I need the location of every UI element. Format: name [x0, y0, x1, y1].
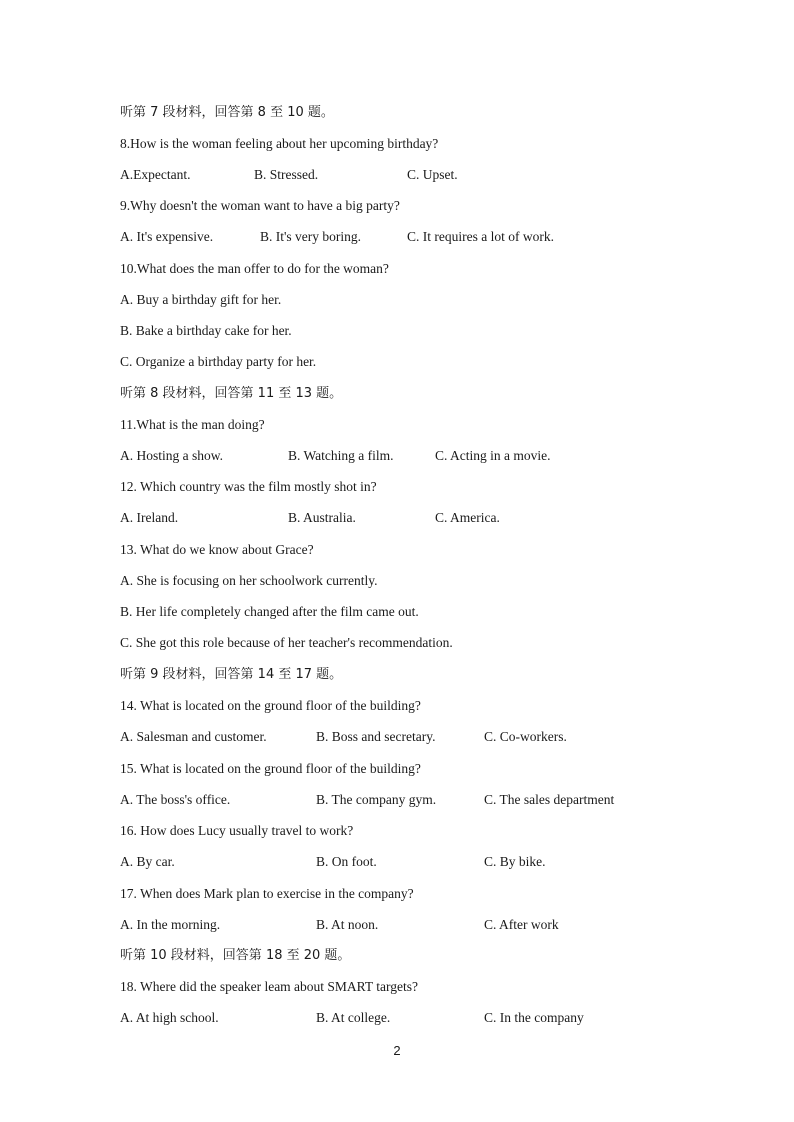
question-9-option-b: B. It's very boring.	[260, 229, 362, 244]
question-11-option-b: B. Watching a film.	[288, 448, 394, 463]
section-heading-10: 听第 10 段材料，回答第 18 至 20 题。	[120, 948, 351, 963]
question-14-option-b: B. Boss and secretary.	[316, 729, 436, 744]
question-12-option-c: C. America.	[435, 510, 500, 525]
question-15-stem: 15. What is located on the ground floor of the building?	[120, 761, 421, 776]
question-9-stem: 9.Why doesn't the woman want to have a big party?	[120, 198, 400, 213]
question-14-stem: 14. What is located on the ground floor of the building?	[120, 698, 421, 713]
question-13-stem: 13. What do we know about Grace?	[120, 542, 314, 557]
section-heading-9: 听第 9 段材料，回答第 14 至 17 题。	[120, 667, 343, 682]
question-8-option-a: A.Expectant.	[120, 167, 191, 182]
question-14-option-a: A. Salesman and customer.	[120, 729, 267, 744]
question-8-option-c: C. Upset.	[407, 167, 458, 182]
question-11-option-a: A. Hosting a show.	[120, 448, 223, 463]
question-17-stem: 17. When does Mark plan to exercise in the company?	[120, 886, 414, 901]
question-10-option-b: B. Bake a birthday cake for her.	[120, 323, 292, 338]
question-18-stem: 18. Where did the speaker leam about SMART targets?	[120, 979, 418, 994]
question-9-option-c: C. It requires a lot of work.	[407, 229, 554, 244]
question-16-option-c: C. By bike.	[484, 854, 546, 869]
question-11-option-c: C. Acting in a movie.	[435, 448, 551, 463]
question-13-option-c: C. She got this role because of her teacher's recommendation.	[120, 635, 453, 650]
question-17-option-b: B. At noon.	[316, 917, 379, 932]
question-9-option-a: A. It's expensive.	[120, 229, 214, 244]
question-13-option-a: A. She is focusing on her schoolwork currently.	[120, 573, 378, 588]
question-10-option-a: A. Buy a birthday gift for her.	[120, 292, 282, 307]
question-17-option-c: C. After work	[484, 917, 559, 932]
question-15-option-c: C. The sales department	[484, 792, 615, 807]
question-17-option-a: A. In the morning.	[120, 917, 221, 932]
page-number: 2	[393, 1043, 401, 1058]
question-8-option-b: B. Stressed.	[254, 167, 319, 182]
question-10-stem: 10.What does the man offer to do for the woman?	[120, 261, 389, 276]
question-8-stem: 8.How is the woman feeling about her upcoming birthday?	[120, 136, 439, 151]
section-heading-8: 听第 8 段材料，回答第 11 至 13 题。	[120, 386, 343, 401]
question-10-option-c: C. Organize a birthday party for her.	[120, 354, 317, 369]
question-15-option-b: B. The company gym.	[316, 792, 437, 807]
question-13-option-b: B. Her life completely changed after the film came out.	[120, 604, 419, 619]
question-18-option-c: C. In the company	[484, 1010, 584, 1025]
question-18-option-a: A. At high school.	[120, 1010, 219, 1025]
question-12-option-a: A. Ireland.	[120, 510, 179, 525]
question-16-option-b: B. On foot.	[316, 854, 377, 869]
question-12-option-b: B. Australia.	[288, 510, 356, 525]
question-14-option-c: C. Co-workers.	[484, 729, 567, 744]
question-16-stem: 16. How does Lucy usually travel to work?	[120, 823, 354, 838]
question-12-stem: 12. Which country was the film mostly shot in?	[120, 479, 377, 494]
question-18-option-b: B. At college.	[316, 1010, 391, 1025]
section-heading-7: 听第 7 段材料，回答第 8 至 10 题。	[120, 105, 334, 120]
question-16-option-a: A. By car.	[120, 854, 175, 869]
question-11-stem: 11.What is the man doing?	[120, 417, 265, 432]
question-15-option-a: A. The boss's office.	[120, 792, 231, 807]
